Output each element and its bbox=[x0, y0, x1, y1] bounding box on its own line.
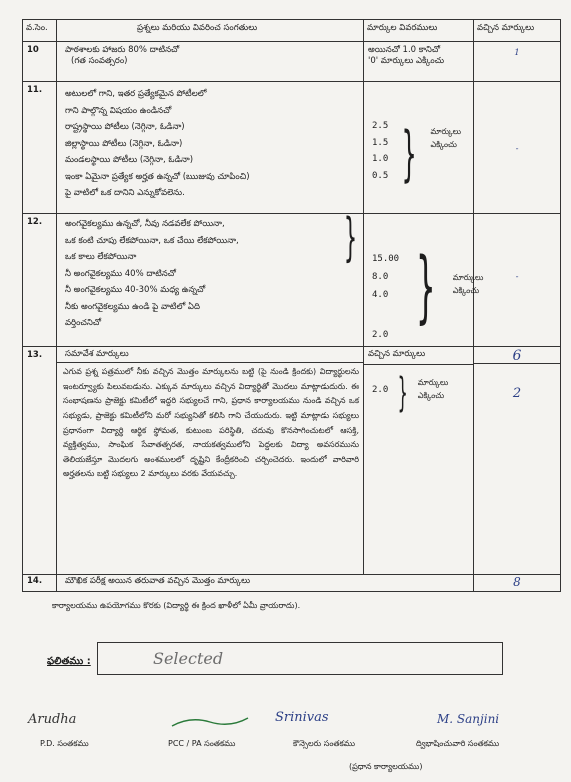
brace-symbol: } bbox=[401, 119, 417, 189]
brace-symbol: } bbox=[397, 370, 409, 416]
row-number: 12. bbox=[23, 214, 57, 347]
table-row bbox=[23, 347, 561, 575]
table-header-row bbox=[23, 20, 561, 42]
score-option: 2.5 bbox=[372, 121, 389, 131]
counselor-signature: Srinivas bbox=[275, 710, 329, 725]
question-line: ఒక కాలు లేకపోయినా bbox=[65, 252, 137, 263]
question-line: వర్తించనిచో bbox=[65, 318, 101, 329]
question-cell bbox=[57, 82, 364, 214]
question-line: మండలస్థాయి పోటీలు (నెగ్గినా, ఓడినా) bbox=[65, 155, 194, 166]
result-value: Selected bbox=[153, 649, 224, 668]
question-line: (గత సంవత్సరం) bbox=[71, 56, 128, 67]
total-label: మౌఖిక పరీక్ష అయిన తరువాత వచ్చిన మొత్తం మార్కులు bbox=[57, 575, 474, 592]
side-label: మార్కులు bbox=[430, 127, 462, 136]
table-row bbox=[23, 82, 561, 214]
brace-symbol: } bbox=[343, 208, 358, 268]
side-label: ఎక్కించు bbox=[452, 285, 480, 295]
received-label: వచ్చిన మార్కులు bbox=[364, 347, 473, 365]
interview-title: సమావేశ మార్కులు bbox=[57, 347, 363, 363]
pcc-signature-mark bbox=[170, 712, 250, 732]
brace-symbol: } bbox=[415, 242, 436, 332]
awarded-mark: - bbox=[474, 82, 561, 214]
question-line: నీకు అంగవైకల్యము ఉండి పై వాటిలో ఏది bbox=[65, 301, 200, 312]
question-line: నీ అంగవైకల్యము 40-30% మధ్య ఉన్నచో bbox=[65, 285, 206, 296]
table-row bbox=[23, 214, 561, 347]
result-label: ఫలితము : bbox=[47, 656, 91, 667]
table-row bbox=[23, 575, 561, 592]
question-line: జిల్లాస్థాయి పోటీలు (నెగ్గినా, ఓడినా) bbox=[65, 138, 183, 149]
score-option: 15.00 bbox=[372, 254, 400, 264]
marks-cell bbox=[474, 347, 561, 575]
interview-description: ఎగువ ప్రశ్న పత్రములో నీకు వచ్చిన మొత్తం మార్కులను బట్టి (పై నుండి క్రిందకు) విద్యార్థులను ఇంటర్వ్యూకు పిలువబడును. ఎక్కువ మార్కులు వచ్చిన విద్యార్థితో మొదలు మాట్లాడుదురు. ఈ సంభాషణను ప్రాజెక్టు కమిటీలో ఇద్దరి సభ్యులచే గాని, ప్రధాన కార్యాలయము నుండి వచ్చిన ఒక సభ్యుడు, ప్రాజెక్టు కమిటీలోని మరో సభ్యునితో కలిసి గాని చేయుదురు. ఇట్టి మాట్లాడు సభ్యులు ప్రధానంగా విద్యార్థి ఆర్థిక స్థోమత, కుటుంబ పరిస్థితి, చదువు కొనసాగించుటలో ఆసక్తి, వ్యక్తిత్వము, సాంఘిక సేవాతత్పరత, నాయకత్వములోని పెద్దలకు విద్యా అవసరమును తెలియజేస్తూ మొదలగు అంశములలో దృష్టిని కేంద్రీకరించి చర్చించెదరు. ఇందులో వారివారి అర్హతలను బట్టి సభ్యులు 2 మార్కులు వరకు వేయవచ్చు. bbox=[63, 367, 359, 479]
question-line: నీ అంగవైకల్యము 40% దాటినచో bbox=[65, 268, 176, 279]
counselor-signature-label: కౌన్సెలరు సంతకము bbox=[293, 739, 356, 748]
criteria-cell bbox=[364, 347, 474, 575]
side-label: ఎక్కించు bbox=[430, 139, 457, 149]
question-cell bbox=[57, 208, 364, 347]
criteria-cell bbox=[364, 82, 474, 214]
score-option: 1.0 bbox=[372, 154, 389, 165]
awarded-mark: 1 bbox=[474, 42, 561, 82]
score-option: 2.0 bbox=[372, 385, 389, 395]
question-cell bbox=[57, 347, 364, 575]
table-row bbox=[23, 42, 561, 82]
header-criteria: మార్కుల వివరములు bbox=[364, 20, 474, 42]
criteria-line: అయినచో 1.0 కానిచో bbox=[368, 45, 441, 55]
translator-signature-label: ద్విభాషించువారి సంతకము bbox=[416, 739, 500, 748]
side-label: ఎక్కించు bbox=[417, 390, 445, 400]
header-marks: వచ్చిన మార్కులు bbox=[474, 20, 561, 42]
pcc-signature-label: PCC / PA సంతకము bbox=[168, 739, 236, 748]
criteria-cell bbox=[364, 214, 484, 347]
question-line: గాని పాల్గొన్న విషయం ఉండినచో bbox=[65, 105, 172, 116]
marks-table bbox=[22, 19, 561, 592]
question-line: పై వాటిలో ఒక దానిని ఎన్నుకోవలెను. bbox=[65, 188, 185, 199]
question-line: రాష్ట్రస్థాయి పోటీలు (నెగ్గినా, ఓడినా) bbox=[65, 122, 185, 133]
question-cell bbox=[57, 42, 364, 82]
score-option: 2.0 bbox=[372, 330, 389, 340]
row-number: 10 bbox=[23, 42, 57, 82]
result-box bbox=[97, 642, 503, 675]
side-label: మార్కులు bbox=[417, 378, 449, 387]
pd-signature: Arudha bbox=[28, 712, 77, 727]
row-number: 11. bbox=[23, 82, 57, 214]
received-mark: 6 bbox=[474, 347, 560, 364]
office-use-note: కార్యాలయము ఉపయోగము కొరకు (విద్యార్థి ఈ క్రింద ఖాళీలో ఏమీ వ్రాయరాదు). bbox=[52, 601, 301, 610]
header-sno: వ.సెం. bbox=[23, 20, 57, 42]
score-option: 8.0 bbox=[372, 272, 389, 282]
question-line: ఇంకా ఏమైనా ప్రత్యేక అర్హత ఉన్నచో (ఋజువు చూపించి) bbox=[65, 171, 250, 182]
row-number: 14. bbox=[23, 575, 57, 592]
awarded-mark: - bbox=[474, 214, 561, 347]
score-option: 4.0 bbox=[372, 290, 389, 300]
criteria-line: '0' మార్కులు ఎక్కించు bbox=[368, 56, 445, 67]
question-line: అంగవైకల్యము ఉన్నచో, నీవు నడవలేక పోయినా, bbox=[65, 219, 225, 229]
translator-signature: M. Sanjini bbox=[437, 712, 500, 726]
awarded-mark: 2 bbox=[512, 386, 522, 401]
question-line: అటులలో గాని, ఇతర ప్రత్యేకమైన పోటీలలో bbox=[65, 89, 207, 99]
total-mark: 8 bbox=[474, 575, 561, 592]
side-label: మార్కులు bbox=[452, 273, 484, 282]
score-option: 0.5 bbox=[372, 170, 389, 181]
question-line: పాఠశాలకు హాజరు 80% దాటినచో bbox=[65, 45, 180, 55]
pd-signature-label: P.D. సంతకము bbox=[40, 739, 89, 748]
header-question: ప్రశ్నలు మరియు వివరించ సంగతులు bbox=[57, 20, 364, 42]
score-option: 1.5 bbox=[372, 137, 389, 148]
head-office-label: (ప్రధాన కార్యాలయము) bbox=[349, 762, 423, 771]
criteria-cell bbox=[364, 42, 474, 82]
row-number: 13. bbox=[23, 347, 57, 575]
question-line: ఒక కంటి చూపు లేకపోయినా, ఒక చేయి లేకపోయినా, bbox=[65, 235, 239, 246]
